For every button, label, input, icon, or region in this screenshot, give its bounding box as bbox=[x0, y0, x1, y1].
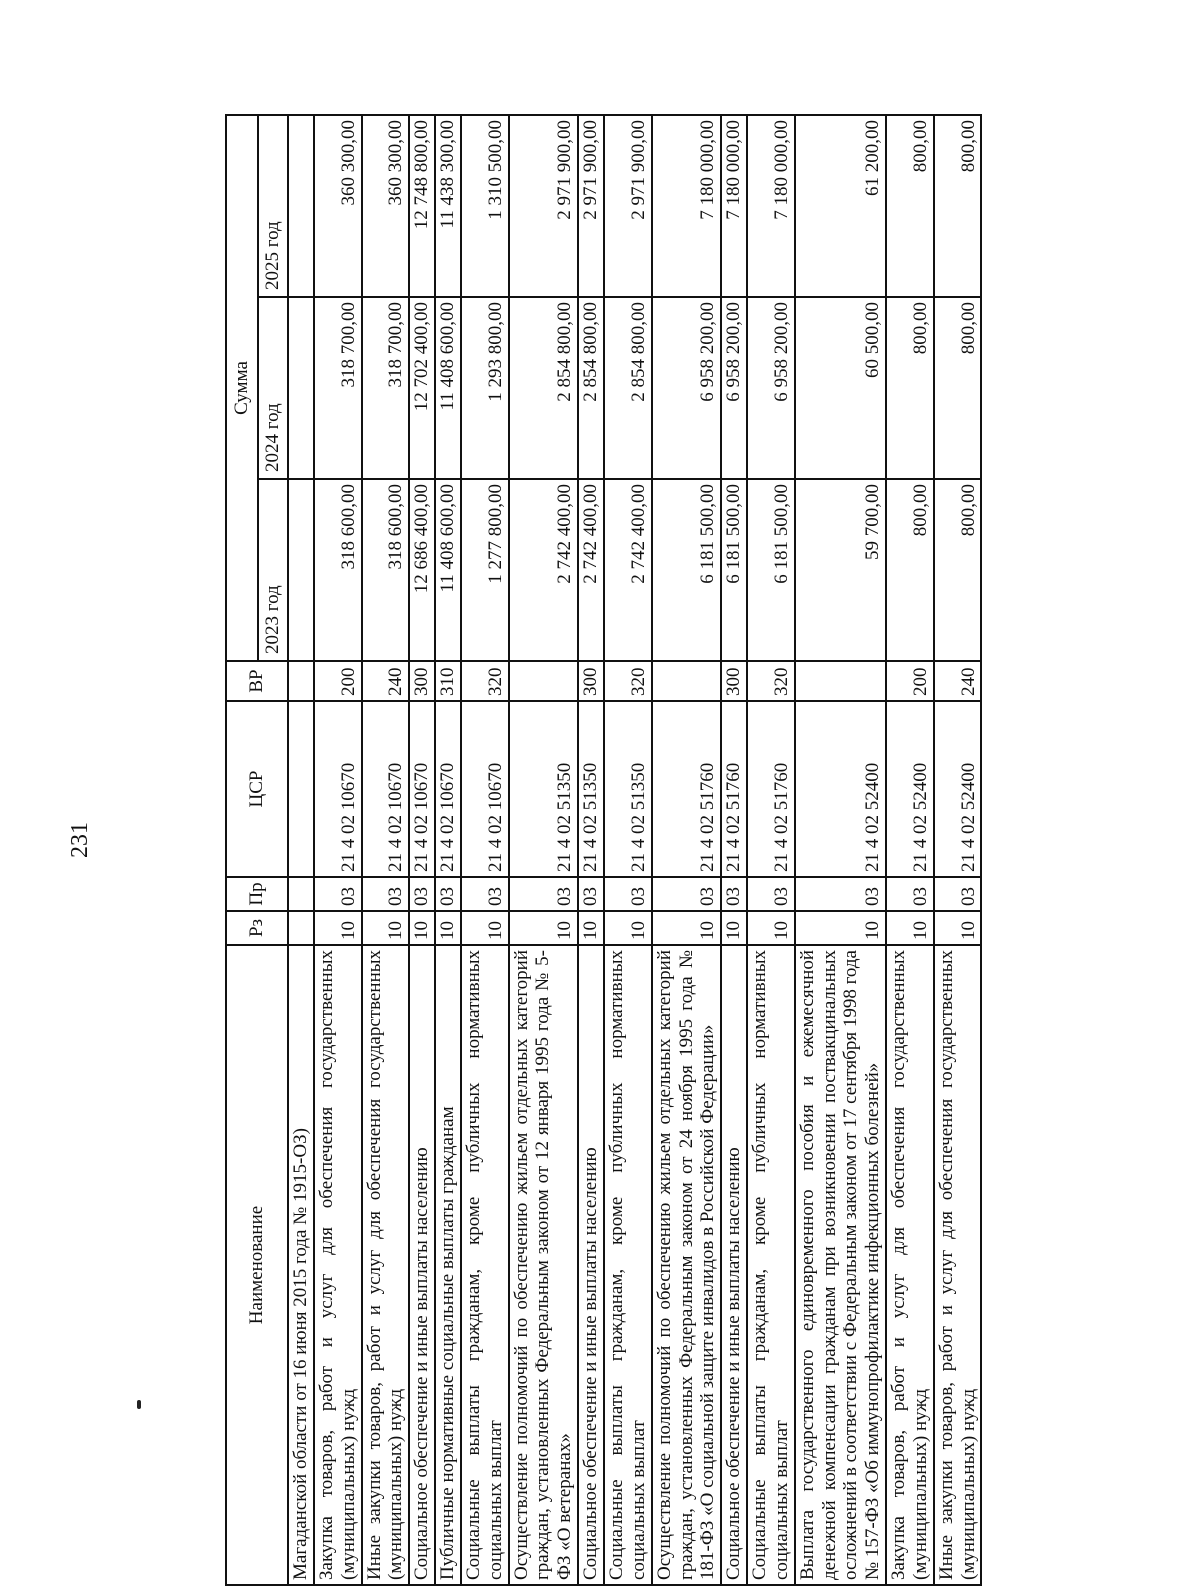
cell-y2024: 6 958 200,00 bbox=[747, 297, 795, 479]
cell-name: Иные закупки товаров, работ и услуг для обеспечения государственных (муниципальных) нужд bbox=[934, 945, 982, 1585]
cell-pr: 03 bbox=[409, 877, 435, 911]
cell-csr: 21 4 02 52400 bbox=[886, 701, 934, 877]
cell-y2025: 360 300,00 bbox=[362, 115, 410, 297]
cell-y2024: 1 293 800,00 bbox=[461, 297, 509, 479]
cell-rz: 10 bbox=[461, 911, 509, 945]
cell-csr: 21 4 02 10670 bbox=[461, 701, 509, 877]
table-row bbox=[509, 115, 579, 1585]
cell-y2023: 318 600,00 bbox=[314, 479, 362, 661]
cell-vr: 320 bbox=[747, 661, 795, 701]
cell-y2024: 318 700,00 bbox=[314, 297, 362, 479]
table-row bbox=[288, 115, 314, 1585]
cell-rz: 10 bbox=[886, 911, 934, 945]
cell-vr bbox=[288, 661, 314, 701]
header-sum: Сумма bbox=[226, 115, 258, 661]
cell-rz: 10 bbox=[578, 911, 604, 945]
cell-y2025: 2 971 900,00 bbox=[509, 115, 579, 297]
cell-pr: 03 bbox=[934, 877, 982, 911]
cell-rz: 10 bbox=[509, 911, 579, 945]
cell-name: Закупка товаров, работ и услуг для обеспечения государственных (муниципальных) нужд bbox=[314, 945, 362, 1585]
cell-y2025: 2 971 900,00 bbox=[604, 115, 652, 297]
cell-vr: 300 bbox=[578, 661, 604, 701]
header-2023: 2023 год bbox=[258, 479, 288, 661]
cell-csr: 21 4 02 10670 bbox=[409, 701, 435, 877]
cell-y2023: 800,00 bbox=[934, 479, 982, 661]
cell-y2025: 7 180 000,00 bbox=[721, 115, 747, 297]
cell-y2023 bbox=[288, 479, 314, 661]
table-row bbox=[604, 115, 652, 1585]
header-2025: 2025 год bbox=[258, 115, 288, 297]
cell-y2025: 12 748 800,00 bbox=[409, 115, 435, 297]
cell-pr: 03 bbox=[461, 877, 509, 911]
cell-y2023: 6 181 500,00 bbox=[747, 479, 795, 661]
header-name: Наименование bbox=[226, 945, 288, 1585]
cell-rz bbox=[288, 911, 314, 945]
cell-y2024: 800,00 bbox=[934, 297, 982, 479]
cell-pr: 03 bbox=[578, 877, 604, 911]
cell-name: Социальное обеспечение и иные выплаты населению bbox=[409, 945, 435, 1585]
cell-csr: 21 4 02 51350 bbox=[509, 701, 579, 877]
table-row bbox=[578, 115, 604, 1585]
cell-y2024: 800,00 bbox=[886, 297, 934, 479]
cell-y2025: 61 200,00 bbox=[795, 115, 886, 297]
cell-y2023: 2 742 400,00 bbox=[509, 479, 579, 661]
table-row bbox=[314, 115, 362, 1585]
cell-csr: 21 4 02 10670 bbox=[362, 701, 410, 877]
cell-name: Публичные нормативные социальные выплаты гражданам bbox=[435, 945, 461, 1585]
cell-csr: 21 4 02 52400 bbox=[934, 701, 982, 877]
cell-vr: 240 bbox=[934, 661, 982, 701]
header-rz: Рз bbox=[226, 911, 288, 945]
cell-name: Закупка товаров, работ и услуг для обеспечения государственных (муниципальных) нужд bbox=[886, 945, 934, 1585]
cell-csr: 21 4 02 51760 bbox=[652, 701, 722, 877]
table-row bbox=[362, 115, 410, 1585]
cell-vr: 240 bbox=[362, 661, 410, 701]
cell-vr: 320 bbox=[461, 661, 509, 701]
cell-rz: 10 bbox=[362, 911, 410, 945]
cell-y2024: 12 702 400,00 bbox=[409, 297, 435, 479]
cell-pr: 03 bbox=[747, 877, 795, 911]
cell-pr bbox=[288, 877, 314, 911]
table-row bbox=[886, 115, 934, 1585]
header-vr: ВР bbox=[226, 661, 288, 701]
header-csr: ЦСР bbox=[226, 701, 288, 877]
cell-y2023: 800,00 bbox=[886, 479, 934, 661]
cell-y2023: 6 181 500,00 bbox=[652, 479, 722, 661]
cell-y2025: 11 438 300,00 bbox=[435, 115, 461, 297]
cell-rz: 10 bbox=[795, 911, 886, 945]
cell-y2023: 12 686 400,00 bbox=[409, 479, 435, 661]
cell-y2025: 1 310 500,00 bbox=[461, 115, 509, 297]
cell-csr: 21 4 02 51760 bbox=[747, 701, 795, 877]
cell-name: Социальное обеспечение и иные выплаты населению bbox=[721, 945, 747, 1585]
cell-name: Социальные выплаты гражданам, кроме публичных нормативных социальных выплат bbox=[747, 945, 795, 1585]
header-2024: 2024 год bbox=[258, 297, 288, 479]
cell-rz: 10 bbox=[435, 911, 461, 945]
cell-vr: 320 bbox=[604, 661, 652, 701]
cell-y2025 bbox=[288, 115, 314, 297]
cell-y2023: 1 277 800,00 bbox=[461, 479, 509, 661]
cell-y2024: 2 854 800,00 bbox=[509, 297, 579, 479]
page-number: 231 bbox=[66, 822, 93, 858]
cell-y2023: 318 600,00 bbox=[362, 479, 410, 661]
table-row bbox=[747, 115, 795, 1585]
cell-y2025: 800,00 bbox=[934, 115, 982, 297]
cell-vr: 300 bbox=[721, 661, 747, 701]
cell-pr: 03 bbox=[886, 877, 934, 911]
cell-pr: 03 bbox=[509, 877, 579, 911]
cell-y2024: 6 958 200,00 bbox=[721, 297, 747, 479]
cell-name: Осуществление полномочий по обеспечению жильем отдельных категорий граждан, установленных Федеральным законом от 12 января 1995 года № 5-ФЗ «О ветеранах» bbox=[509, 945, 579, 1585]
header-pr: Пр bbox=[226, 877, 288, 911]
cell-y2023: 11 408 600,00 bbox=[435, 479, 461, 661]
cell-pr: 03 bbox=[604, 877, 652, 911]
cell-y2024: 6 958 200,00 bbox=[652, 297, 722, 479]
cell-pr: 03 bbox=[362, 877, 410, 911]
table-row bbox=[934, 115, 982, 1585]
cell-y2025: 7 180 000,00 bbox=[652, 115, 722, 297]
cell-pr: 03 bbox=[435, 877, 461, 911]
cell-vr: 200 bbox=[314, 661, 362, 701]
cell-vr bbox=[652, 661, 722, 701]
cell-name: Иные закупки товаров, работ и услуг для обеспечения государственных (муниципальных) нужд bbox=[362, 945, 410, 1585]
cell-y2024: 2 854 800,00 bbox=[578, 297, 604, 479]
cell-y2023: 2 742 400,00 bbox=[604, 479, 652, 661]
table-row bbox=[409, 115, 435, 1585]
cell-y2024 bbox=[288, 297, 314, 479]
cell-pr: 03 bbox=[652, 877, 722, 911]
header-row-1 bbox=[226, 115, 258, 1585]
cell-csr: 21 4 02 10670 bbox=[314, 701, 362, 877]
cell-rz: 10 bbox=[409, 911, 435, 945]
cell-name: Социальное обеспечение и иные выплаты населению bbox=[578, 945, 604, 1585]
cell-rz: 10 bbox=[604, 911, 652, 945]
cell-name: Социальные выплаты гражданам, кроме публичных нормативных социальных выплат bbox=[604, 945, 652, 1585]
cell-pr: 03 bbox=[721, 877, 747, 911]
cell-y2024: 2 854 800,00 bbox=[604, 297, 652, 479]
cell-y2023: 6 181 500,00 bbox=[721, 479, 747, 661]
table-row bbox=[652, 115, 722, 1585]
cell-rz: 10 bbox=[314, 911, 362, 945]
cell-csr: 21 4 02 51760 bbox=[721, 701, 747, 877]
cell-rz: 10 bbox=[652, 911, 722, 945]
cell-name: Магаданской области от 16 июня 2015 года № 1915-ОЗ) bbox=[288, 945, 314, 1585]
table-row bbox=[795, 115, 886, 1585]
cell-vr bbox=[509, 661, 579, 701]
cell-pr: 03 bbox=[314, 877, 362, 911]
rotated-table-frame bbox=[225, 116, 979, 1586]
table-row bbox=[461, 115, 509, 1585]
table-row bbox=[721, 115, 747, 1585]
cell-vr: 310 bbox=[435, 661, 461, 701]
cell-vr bbox=[795, 661, 886, 701]
cell-y2025: 360 300,00 bbox=[314, 115, 362, 297]
cell-pr: 03 bbox=[795, 877, 886, 911]
cell-csr: 21 4 02 51350 bbox=[604, 701, 652, 877]
cell-y2024: 11 408 600,00 bbox=[435, 297, 461, 479]
cell-y2025: 800,00 bbox=[886, 115, 934, 297]
cell-name: Осуществление полномочий по обеспечению жильем отдельных категорий граждан, установленных Федеральным законом от 24 ноября 1995 года № 181-ФЗ «О социальной защите инвалидов в Российской Федерации» bbox=[652, 945, 722, 1585]
cell-csr: 21 4 02 51350 bbox=[578, 701, 604, 877]
cell-y2023: 2 742 400,00 bbox=[578, 479, 604, 661]
budget-table-container bbox=[225, 116, 979, 1586]
scan-speck bbox=[137, 1400, 141, 1409]
table-row bbox=[435, 115, 461, 1585]
cell-vr: 300 bbox=[409, 661, 435, 701]
cell-rz: 10 bbox=[721, 911, 747, 945]
cell-y2023: 59 700,00 bbox=[795, 479, 886, 661]
cell-csr bbox=[288, 701, 314, 877]
cell-csr: 21 4 02 10670 bbox=[435, 701, 461, 877]
cell-rz: 10 bbox=[747, 911, 795, 945]
cell-rz: 10 bbox=[934, 911, 982, 945]
cell-csr: 21 4 02 52400 bbox=[795, 701, 886, 877]
cell-y2025: 7 180 000,00 bbox=[747, 115, 795, 297]
cell-y2025: 2 971 900,00 bbox=[578, 115, 604, 297]
cell-vr: 200 bbox=[886, 661, 934, 701]
table-body bbox=[288, 115, 981, 1585]
cell-y2024: 318 700,00 bbox=[362, 297, 410, 479]
cell-y2024: 60 500,00 bbox=[795, 297, 886, 479]
cell-name: Выплата государственного единовременного пособия и ежемесячной денежной компенсации гражданам при возникновении поствакцинальных осложнений в соответствии с Федеральным законом от 17 сентября 1998 года № 157-ФЗ «Об иммунопрофилактике инфекционных болезней» bbox=[795, 945, 886, 1585]
cell-name: Социальные выплаты гражданам, кроме публичных нормативных социальных выплат bbox=[461, 945, 509, 1585]
budget-table bbox=[225, 114, 982, 1586]
